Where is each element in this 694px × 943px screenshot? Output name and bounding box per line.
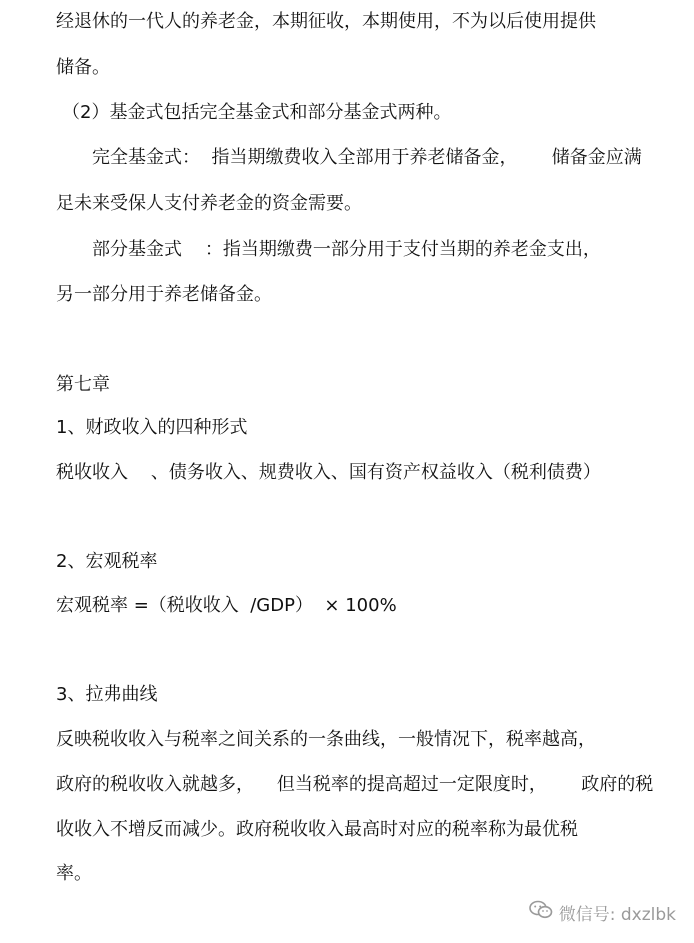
paragraph-line: 储备。: [56, 57, 110, 78]
paragraph-line: 率。: [56, 863, 92, 884]
paragraph-line: （2）基金式包括完全基金式和部分基金式两种。: [62, 102, 452, 123]
paragraph-line: 反映税收收入与税率之间关系的一条曲线，一般情况下，税率越高，: [56, 729, 596, 750]
formula-line: 宏观税率 =（税收收入 /GDP） × 100%: [56, 595, 397, 616]
chapter-heading: 第七章: [56, 374, 110, 395]
paragraph-line: 税收收入 、债务收入、规费收入、国有资产权益收入（税利债费）: [56, 462, 601, 483]
section-heading: 1、财政收入的四种形式: [56, 417, 248, 438]
wechat-icon: [529, 900, 559, 925]
paragraph-line: 部分基金式 ：指当期缴费一部分用于支付当期的养老金支出，: [92, 239, 601, 260]
paragraph-line: 完全基金式： 指当期缴费收入全部用于养老储备金， 储备金应满: [92, 147, 642, 168]
paragraph-line: 经退休的一代人的养老金，本期征收，本期使用，不为以后使用提供: [56, 11, 596, 32]
section-heading: 3、拉弗曲线: [56, 684, 158, 705]
watermark: [529, 899, 676, 925]
paragraph-line: 足未来受保人支付养老金的资金需要。: [56, 193, 362, 214]
paragraph-line: 收收入不增反而减少。政府税收收入最高时对应的税率称为最优税: [56, 819, 578, 840]
paragraph-line: 政府的税收收入就越多， 但当税率的提高超过一定限度时， 政府的税: [56, 774, 654, 795]
watermark-text: 微信号: dxzlbk: [558, 904, 676, 925]
section-heading: 2、宏观税率: [56, 551, 158, 572]
paragraph-line: 另一部分用于养老储备金。: [56, 284, 272, 305]
